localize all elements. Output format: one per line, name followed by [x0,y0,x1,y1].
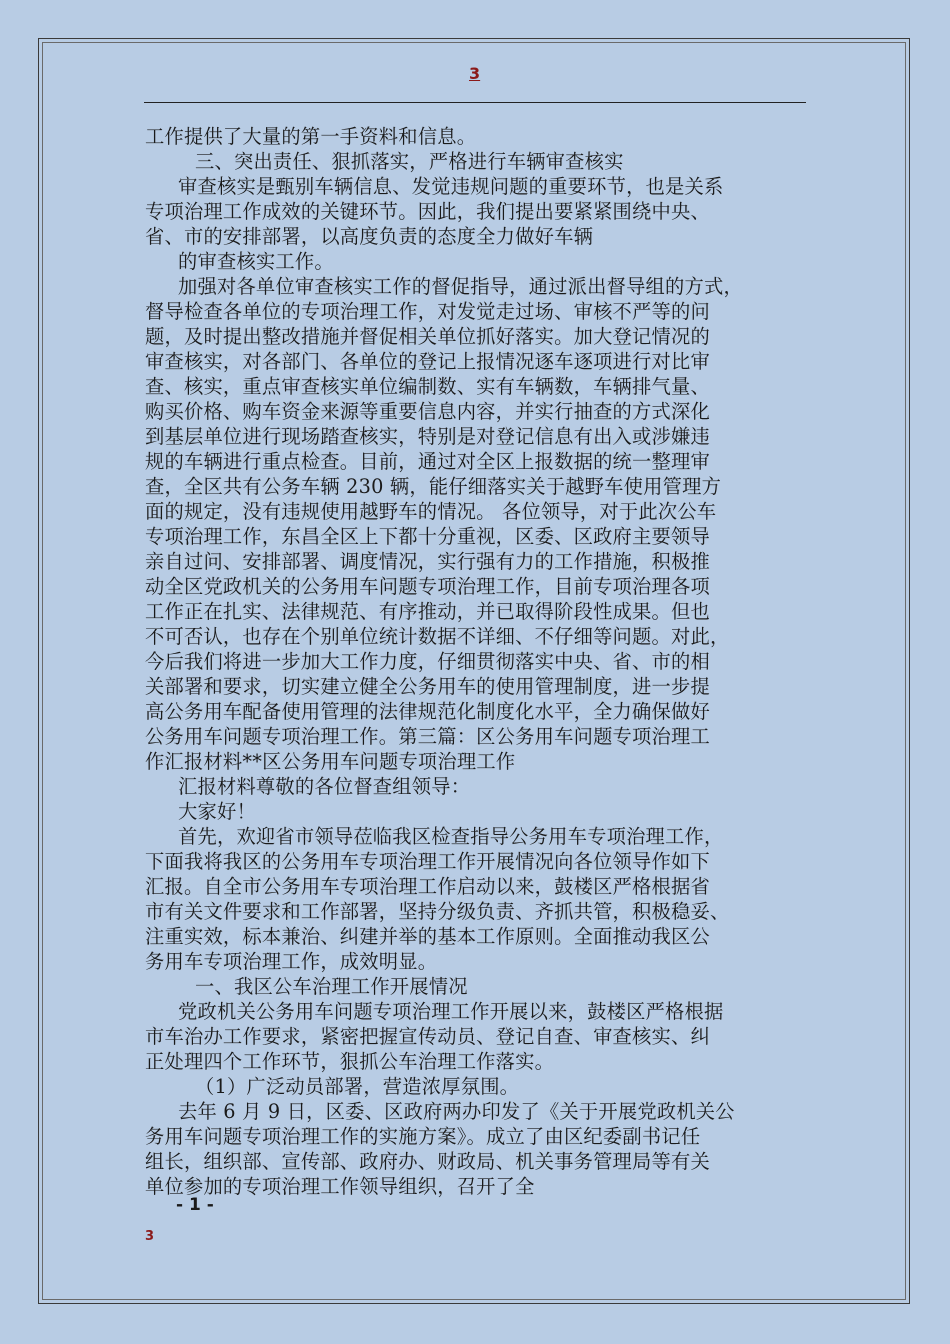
body-line: 动全区党政机关的公务用车问题专项治理工作，目前专项治理各项 [145,575,710,598]
body-line: 党政机关公务用车问题专项治理工作开展以来，鼓楼区严格根据 [178,1000,724,1023]
body-line: 市有关文件要求和工作部署，坚持分级负责、齐抓共管，积极稳妥、 [145,900,730,923]
body-line: 专项治理工作，东昌全区上下都十分重视，区委、区政府主要领导 [145,525,710,548]
body-line: 查，全区共有公务车辆 230 辆，能仔细落实关于越野车使用管理方 [145,475,722,498]
body-line: 务用车专项治理工作，成效明显。 [145,950,438,973]
body-line: 查、核实，重点审查核实单位编制数、实有车辆数，车辆排气量、 [145,375,710,398]
body-line: 省、市的安排部署，以高度负责的态度全力做好车辆 [145,225,594,248]
header-divider [144,102,806,103]
body-line: 加强对各单位审查核实工作的督促指导，通过派出督导组的方式， [178,275,743,298]
body-line: 去年 6 月 9 日，区委、区政府两办印发了《关于开展党政机关公 [178,1100,735,1123]
body-line: 审查核实，对各部门、各单位的登记上报情况逐车逐项进行对比审 [145,350,710,373]
header-page-number: 3 [469,64,481,83]
body-line: 到基层单位进行现场踏查核实，特别是对登记信息有出入或涉嫌违 [145,425,710,448]
body-line: 组长，组织部、宣传部、政府办、财政局、机关事务管理局等有关 [145,1150,710,1173]
body-line: 工作正在扎实、法律规范、有序推动，并已取得阶段性成果。但也 [145,600,710,623]
body-line: 单位参加的专项治理工作领导组织，召开了全 [145,1175,535,1198]
body-line: 务用车问题专项治理工作的实施方案》。成立了由区纪委副书记任 [145,1125,701,1148]
section-heading: 三、突出责任、狠抓落实，严格进行车辆审查核实 [195,150,624,173]
body-line: 审查核实是甄别车辆信息、发觉违规问题的重要环节，也是关系 [178,175,724,198]
body-line: 下面我将我区的公务用车专项治理工作开展情况向各位领导作如下 [145,850,710,873]
body-line: 的审查核实工作。 [178,250,334,273]
body-line: 题，及时提出整改措施并督促相关单位抓好落实。加大登记情况的 [145,325,710,348]
section-heading: 一、我区公车治理工作开展情况 [195,975,468,998]
body-line: 高公务用车配备使用管理的法律规范化制度化水平，全力确保做好 [145,700,710,723]
body-line: 汇报材料尊敬的各位督查组领导： [178,775,471,798]
body-line: 正处理四个工作环节，狠抓公车治理工作落实。 [145,1050,555,1073]
greeting-line: 大家好！ [178,800,256,823]
body-line: 不可否认，也存在个别单位统计数据不详细、不仔细等问题。对此， [145,625,730,648]
body-line: 购买价格、购车资金来源等重要信息内容，并实行抽查的方式深化 [145,400,710,423]
body-line: 工作提供了大量的第一手资料和信息。 [145,125,477,148]
body-line: 汇报。自全市公务用车专项治理工作启动以来，鼓楼区严格根据省 [145,875,710,898]
body-line: 注重实效，标本兼治、纠建并举的基本工作原则。全面推动我区公 [145,925,710,948]
body-line: 首先，欢迎省市领导莅临我区检查指导公务用车专项治理工作， [178,825,724,848]
document-body [145,124,821,1199]
body-line: 市车治办工作要求，紧密把握宣传动员、登记自查、审查核实、纠 [145,1025,710,1048]
page-number: - 1 - [176,1195,214,1215]
body-line: 规的车辆进行重点检查。目前，通过对全区上报数据的统一整理审 [145,450,710,473]
body-line: 今后我们将进一步加大工作力度，仔细贯彻落实中央、省、市的相 [145,650,710,673]
body-line: 作汇报材料**区公务用车问题专项治理工作 [145,750,516,773]
body-line: 亲自过问、安排部署、调度情况，实行强有力的工作措施，积极推 [145,550,710,573]
body-line: 公务用车问题专项治理工作。第三篇：区公务用车问题专项治理工 [145,725,710,748]
footer-page-number: 3 [145,1229,155,1244]
body-line: 督导检查各单位的专项治理工作，对发觉走过场、审核不严等的问 [145,300,710,323]
body-line: 关部署和要求，切实建立健全公务用车的使用管理制度，进一步提 [145,675,710,698]
body-line: 专项治理工作成效的关键环节。因此，我们提出要紧紧围绕中央、 [145,200,710,223]
subsection-heading: （1）广泛动员部署，营造浓厚氛围。 [195,1075,520,1098]
body-line: 面的规定，没有违规使用越野车的情况。 各位领导，对于此次公车 [145,500,717,523]
